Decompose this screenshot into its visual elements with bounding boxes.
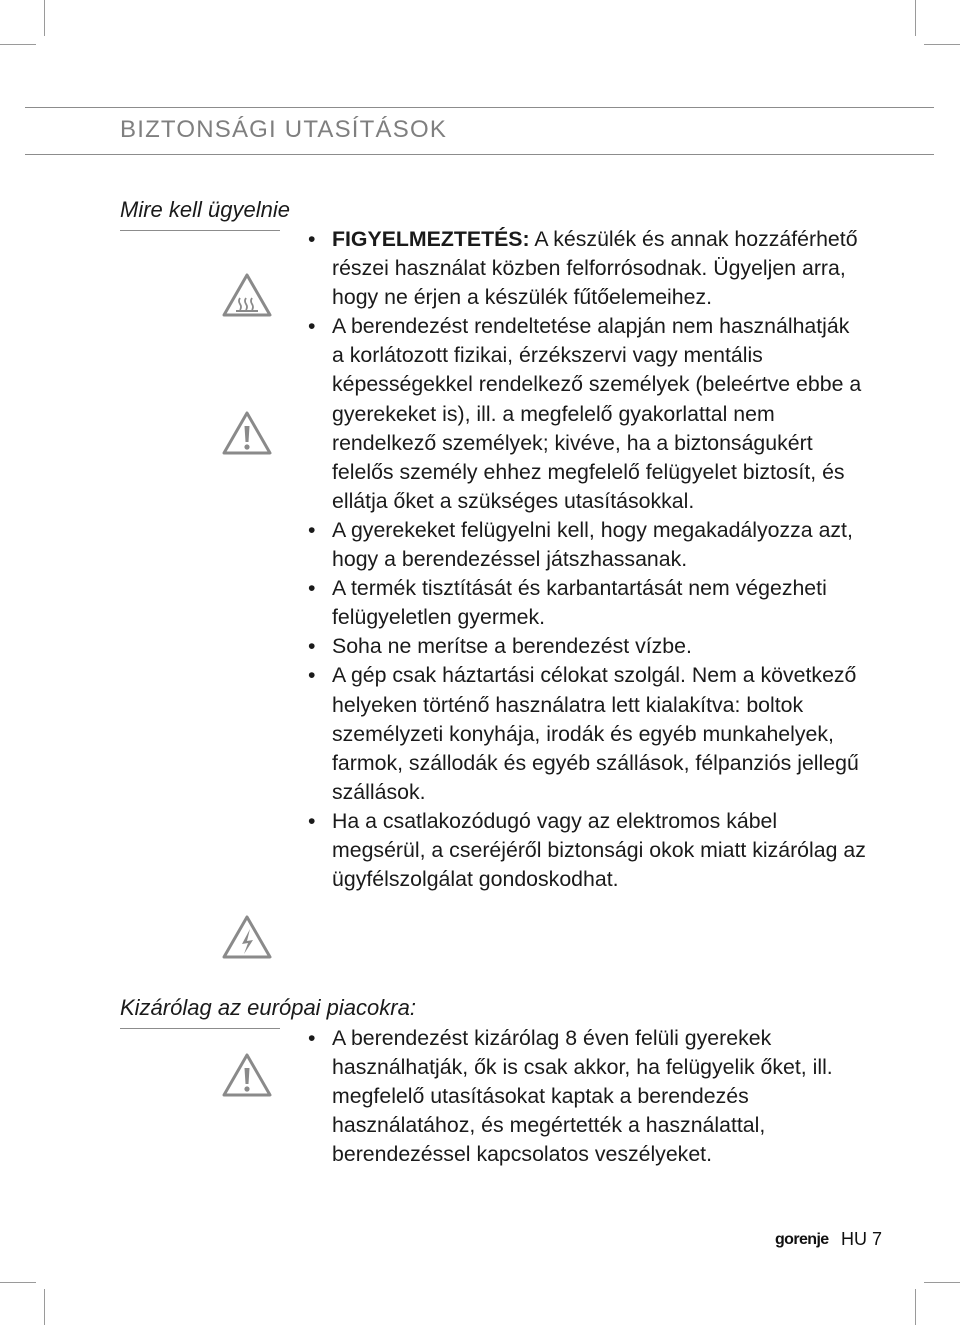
- hot-surface-warning-icon: [221, 272, 273, 318]
- header-bottom-rule: [25, 154, 934, 155]
- page-title: BIZTONSÁGI UTASÍTÁSOK: [120, 116, 448, 143]
- list-item: • A berendezést kizárólag 8 éven felüli gyerekek használhatják, ők is csak akkor, ha felügyelik őket, ill. megfelelő utasításokat kaptak a berendezés használatához, és megértették a használattal, berendezéssel kapcsolatos veszélyeket.: [308, 1026, 833, 1167]
- crop-mark: [915, 1289, 916, 1325]
- list-item-text: A gyerekeket felügyelni kell, hogy megakadályozza azt, hogy a berendezéssel játszhassanak.: [332, 517, 853, 572]
- general-warning-icon: [221, 1052, 273, 1098]
- list-item-text: Soha ne merítse a berendezést vízbe.: [332, 634, 692, 659]
- general-warning-icon: [221, 410, 273, 456]
- crop-mark: [0, 1282, 36, 1283]
- safety-instructions-list: [306, 225, 866, 894]
- header-top-rule: [25, 107, 934, 108]
- list-item: • Ha a csatlakozódugó vagy az elektromos kábel megsérül, a cseréjéről biztonsági okok miatt kizárólag az ügyfélszolgálat gondoskodhat.: [308, 808, 866, 892]
- list-item: • FIGYELMEZTETÉS: A készülék és annak hozzáférhető részei használat közben felforrósodnak. Ügyeljen arra, hogy ne érjen a készülék fűtőelemeihez.: [308, 227, 858, 310]
- european-markets-list: [306, 1024, 866, 1169]
- list-item-text: A berendezést kizárólag 8 éven felüli gyerekek használhatják, ők is csak akkor, ha felügyelik őket, ill. megfelelő utasításokat kaptak a berendezés használatához, és megértették a használattal, berendezéssel kapcsolatos veszélyeket.: [332, 1026, 833, 1167]
- crop-mark: [924, 44, 960, 45]
- list-item: • A gép csak háztartási célokat szolgál. Nem a következő helyeken történő használatra lett kialakítva: boltok személyzeti konyhája, irodák és egyéb munkahelyek, farmok, szállodák és egyéb szállások, félpanziós jellegű szállások.: [308, 663, 859, 804]
- warning-label: FIGYELMEZTETÉS:: [332, 227, 530, 251]
- brand-logo: gorenje: [775, 1231, 829, 1248]
- list-item: • A berendezést rendeltetése alapján nem használhatják a korlátozott fizikai, érzékszervi vagy mentális képességekkel rendelkező személyek (beleértve ebbe a gyerekeket is), ill. a megfelelő gyakorlattal nem rendelkező személyek; kivéve, ha a biztonságukért felelős személy ehhez megfelelő felügyelet biztosít, és ellátja őket a szükséges utasításokkal.: [308, 314, 862, 513]
- section-heading: Kizárólag az európai piacokra:: [120, 995, 416, 1020]
- electric-shock-warning-icon: [221, 914, 273, 960]
- crop-mark: [0, 44, 36, 45]
- section-heading-underline: [120, 1028, 280, 1029]
- list-item-text: A termék tisztítását és karbantartását nem végezheti felügyeletlen gyermek.: [332, 576, 827, 630]
- page-number: HU 7: [841, 1229, 883, 1249]
- list-item-text: A gép csak háztartási célokat szolgál. Nem a következő helyeken történő használatra lett kialakítva: boltok személyzeti konyhája, irodák és egyéb munkahelyek, farmok, szállodák és egyéb szállások, félpanziós jellegű szállások.: [332, 663, 859, 804]
- crop-mark: [44, 0, 45, 36]
- list-item: • Soha ne merítse a berendezést vízbe.: [308, 634, 692, 659]
- section-heading-underline: [120, 230, 280, 231]
- crop-mark: [44, 1289, 45, 1325]
- crop-mark: [915, 0, 916, 36]
- list-item-text: A berendezést rendeltetése alapján nem használhatják a korlátozott fizikai, érzékszervi vagy mentális képességekkel rendelkező személyek (beleértve ebbe a gyerekeket is), ill. a megfelelő gyakorlattal nem rendelkező személyek; kivéve, ha a biztonságukért felelős személy ehhez megfelelő felügyelet biztosít, és ellátja őket a szükséges utasításokkal.: [332, 314, 862, 513]
- section-heading: Mire kell ügyelnie: [120, 197, 290, 222]
- crop-mark: [924, 1282, 960, 1283]
- list-item: • A gyerekeket felügyelni kell, hogy megakadályozza azt, hogy a berendezéssel játszhassanak.: [308, 517, 853, 572]
- list-item-text: Ha a csatlakozódugó vagy az elektromos kábel megsérül, a cseréjéről biztonsági okok miatt kizárólag az ügyfélszolgálat gondoskodhat.: [332, 808, 866, 892]
- list-item: • A termék tisztítását és karbantartását nem végezheti felügyeletlen gyermek.: [308, 576, 827, 630]
- list-item-text: A készülék és annak hozzáférhető részei használat közben felforrósodnak. Ügyeljen arra, hogy ne érjen a készülék fűtőelemeihez.: [332, 227, 858, 310]
